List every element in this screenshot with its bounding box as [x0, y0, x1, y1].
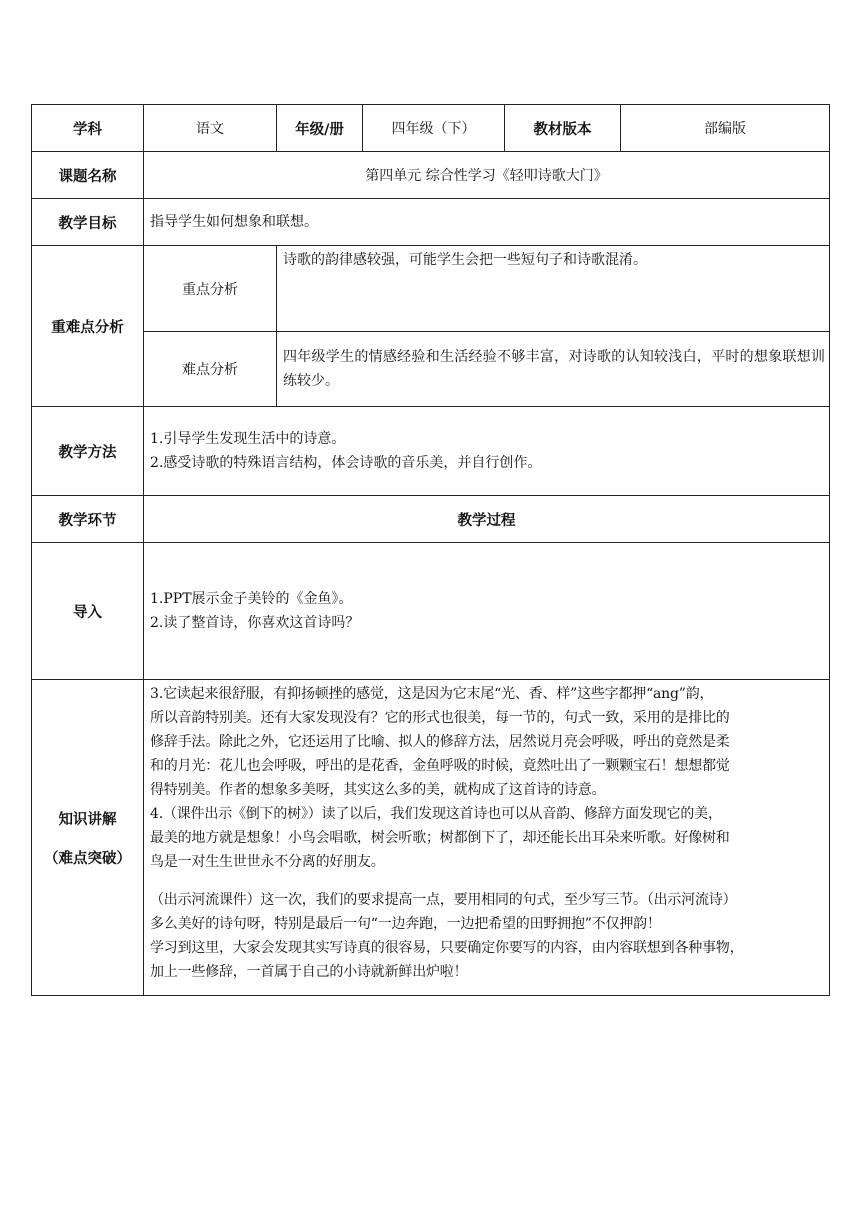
- knowledge-line: 得特别美。作者的想象多美呀，其实这么多的美，就构成了这首诗的诗意。: [150, 782, 606, 798]
- lesson-plan-table: [31, 104, 830, 996]
- knowledge-blank-line: [150, 874, 825, 888]
- knowledge-content: [144, 680, 830, 996]
- difficult-analysis-row: [32, 332, 830, 407]
- goal-label: 教学目标: [32, 199, 144, 246]
- method-row: [32, 407, 830, 496]
- title-label: 课题名称: [32, 152, 144, 199]
- header-row: [32, 105, 830, 152]
- subject-label: 学科: [32, 105, 144, 152]
- edition-label: 教材版本: [505, 105, 621, 152]
- knowledge-row: [32, 680, 830, 996]
- method-content: [144, 407, 830, 496]
- knowledge-line: （出示河流课件）这一次，我们的要求提高一点，要用相同的句式，至少写三节。（出示河流诗）: [150, 892, 737, 908]
- knowledge-line: 4.（课件出示《倒下的树》）读了以后，我们发现这首诗也可以从音韵、修辞方面发现它的美，: [150, 806, 722, 822]
- goal-row: [32, 199, 830, 246]
- difficult-analysis-label: 难点分析: [144, 332, 277, 407]
- intro-label: 导入: [32, 543, 144, 680]
- intro-item: 2.读了整首诗，你喜欢这首诗吗？: [150, 615, 360, 631]
- method-item: 1.引导学生发现生活中的诗意。: [150, 431, 346, 447]
- intro-item: 1.PPT展示金子美铃的《金鱼》。: [150, 591, 353, 607]
- knowledge-line: 多么美好的诗句呀，特别是最后一句“一边奔跑，一边把希望的田野拥抱”不仅押韵！: [150, 916, 661, 932]
- process-label: 教学过程: [144, 496, 830, 543]
- analysis-label: 重难点分析: [32, 246, 144, 407]
- edition-value: 部编版: [621, 105, 830, 152]
- key-analysis-label: 重点分析: [144, 246, 277, 332]
- key-analysis-text: 诗歌的韵律感较强，可能学生会把一些短句子和诗歌混淆。: [277, 246, 830, 332]
- knowledge-line: 修辞手法。除此之外，它还运用了比喻、拟人的修辞方法，居然说月亮会呼吸，呼出的竟然是柔: [150, 734, 730, 750]
- knowledge-line: 最美的地方就是想象！小鸟会唱歌，树会听歌；树都倒下了，却还能长出耳朵来听歌。好像树和: [150, 830, 730, 846]
- grade-label: 年级/册: [277, 105, 363, 152]
- knowledge-sublabel: （难点突破）: [44, 850, 131, 867]
- knowledge-line: 加上一些修辞，一首属于自己的小诗就新鲜出炉啦！: [150, 964, 468, 980]
- knowledge-line: 所以音韵特别美。还有大家发现没有？它的形式也很美，每一节的，句式一致，采用的是排比的: [150, 710, 730, 726]
- grade-value: 四年级（下）: [363, 105, 505, 152]
- knowledge-label-cell: [32, 680, 144, 996]
- knowledge-label: 知识讲解: [58, 811, 117, 828]
- title-row: [32, 152, 830, 199]
- method-label: 教学方法: [32, 407, 144, 496]
- process-step-label: 教学环节: [32, 496, 144, 543]
- knowledge-line: 和的月光：花儿也会呼吸，呼出的是花香，金鱼呼吸的时候，竟然吐出了一颗颗宝石！想想都觉: [150, 758, 730, 774]
- difficult-analysis-text: 四年级学生的情感经验和生活经验不够丰富，对诗歌的认知较浅白，平时的想象联想训练较少。: [277, 332, 830, 407]
- intro-content: [144, 543, 830, 680]
- goal-value: 指导学生如何想象和联想。: [144, 199, 830, 246]
- title-value: 第四单元 综合性学习《轻叩诗歌大门》: [144, 152, 830, 199]
- method-item: 2.感受诗歌的特殊语言结构，体会诗歌的音乐美，并自行创作。: [150, 455, 542, 471]
- process-header-row: [32, 496, 830, 543]
- knowledge-line: 鸟是一对生生世世永不分离的好朋友。: [150, 854, 385, 870]
- knowledge-line: 3.它读起来很舒服，有抑扬顿挫的感觉，这是因为它末尾“光、香、样”这些字都押“ang”韵，: [150, 686, 714, 702]
- intro-row: [32, 543, 830, 680]
- subject-value: 语文: [144, 105, 277, 152]
- key-analysis-row: [32, 246, 830, 332]
- knowledge-line: 学习到这里，大家会发现其实写诗真的很容易，只要确定你要写的内容，由内容联想到各种事物，: [150, 940, 744, 956]
